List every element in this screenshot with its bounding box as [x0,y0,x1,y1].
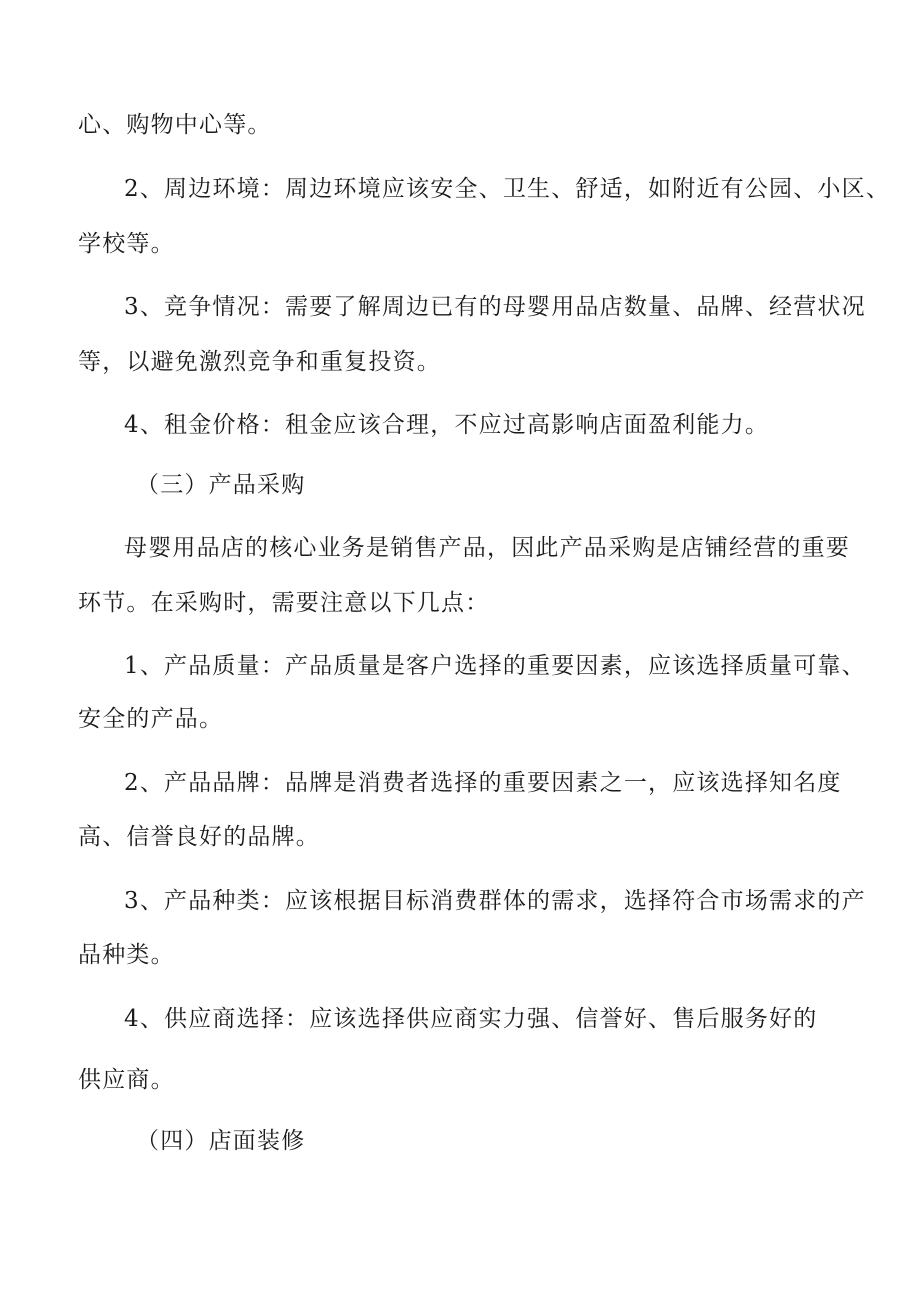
paragraph-line: 母婴用品店的核心业务是销售产品，因此产品采购是店铺经营的重要 [124,535,850,561]
paragraph-line: 供应商。 [78,1067,175,1093]
paragraph-line: 品种类。 [78,942,175,968]
paragraph-line: 学校等。 [78,231,175,257]
paragraph-line: 4、供应商选择：应该选择供应商实力强、信誉好、售后服务好的 [124,1006,818,1032]
paragraph-line: 2、周边环境：周边环境应该安全、卫生、舒适，如附近有公园、小区、 [124,176,891,202]
paragraph-line: 3、竞争情况：需要了解周边已有的母婴用品店数量、品牌、经营状况 [124,294,866,320]
paragraph-line: 环节。在采购时，需要注意以下几点： [78,590,490,616]
paragraph-line: 1、产品质量：产品质量是客户选择的重要因素，应该选择质量可靠、 [124,653,866,679]
paragraph-line: 心、购物中心等。 [78,112,272,138]
section-heading: （四）店面装修 [136,1128,306,1154]
paragraph-line: 2、产品品牌：品牌是消费者选择的重要因素之一，应该选择知名度 [124,770,842,796]
paragraph-line: 4、租金价格：租金应该合理，不应过高影响店面盈利能力。 [124,412,770,438]
paragraph-line: 3、产品种类：应该根据目标消费群体的需求，选择符合市场需求的产 [124,888,866,914]
paragraph-line: 等，以避免激烈竞争和重复投资。 [78,349,441,375]
paragraph-line: 安全的产品。 [78,706,224,732]
paragraph-line: 高、信誉良好的品牌。 [78,824,320,850]
section-heading: （三）产品采购 [136,472,306,498]
